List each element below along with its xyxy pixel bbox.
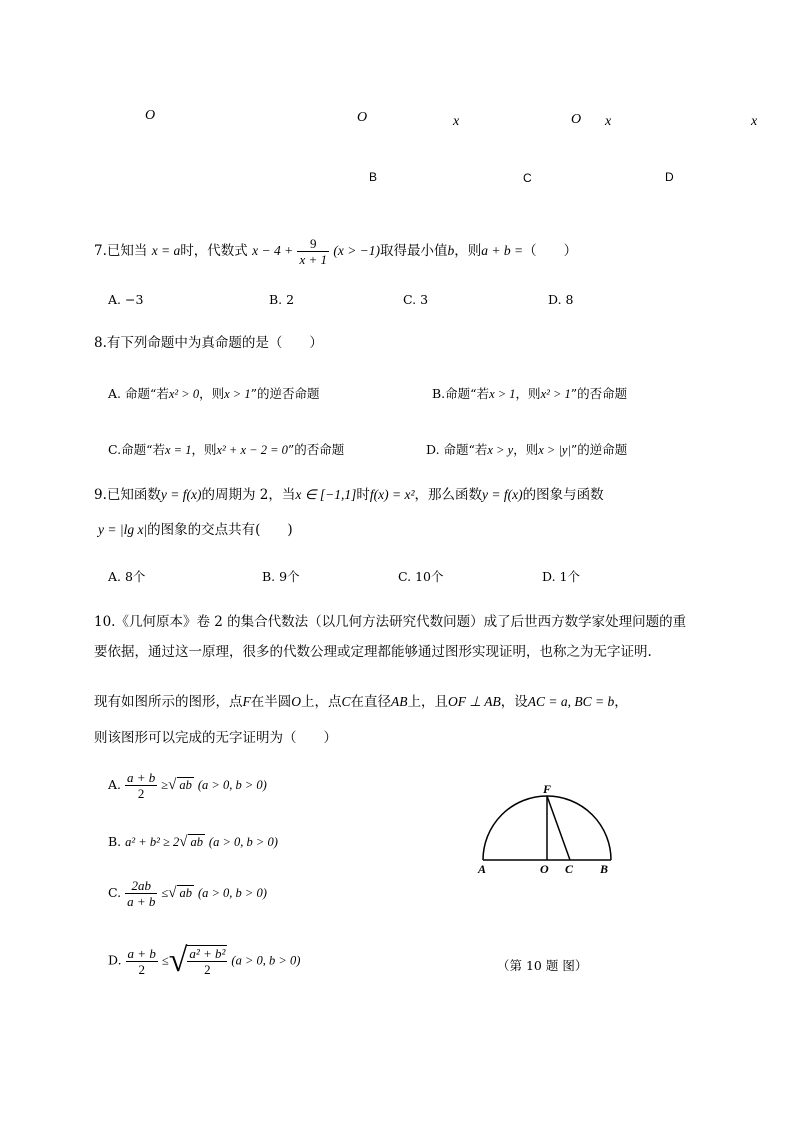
math-relation: ≤ bbox=[161, 953, 169, 968]
text: 的图象与函数 bbox=[522, 487, 604, 503]
text: 时 bbox=[356, 487, 370, 503]
graph-c-x-label: x bbox=[605, 114, 612, 129]
q9-option-b: B. 9个 bbox=[262, 569, 300, 584]
math-relation: ≤ bbox=[161, 886, 169, 900]
q7-option-a: A. −3 bbox=[108, 292, 144, 307]
math: x > 1 bbox=[489, 387, 516, 401]
radical-sign-icon: √ bbox=[168, 942, 188, 979]
fraction bbox=[297, 236, 329, 267]
q10-option-b bbox=[108, 834, 278, 851]
fraction-numerator: a + b bbox=[127, 945, 156, 961]
graph-b-origin-label: O bbox=[357, 110, 368, 125]
q9-option-c: C. 10个 bbox=[398, 569, 444, 584]
text: 上，点 bbox=[301, 694, 342, 710]
figure-caption: （第 10 题 图） bbox=[497, 958, 588, 973]
q10-option-c bbox=[108, 878, 267, 909]
text: ，设 bbox=[500, 694, 528, 710]
q8-option-d bbox=[426, 440, 627, 458]
math: OF ⊥ AB bbox=[448, 694, 501, 709]
question-10-stem-line3 bbox=[94, 692, 628, 712]
question-10-stem-line4: 则该图形可以完成的无字证明为（ ） bbox=[94, 730, 337, 746]
q9-option-d: D. 1个 bbox=[542, 569, 580, 584]
fraction-denominator: x + 1 bbox=[299, 252, 328, 267]
answer-paren: （ ） bbox=[523, 243, 578, 259]
text: A. 命题“若 bbox=[108, 386, 169, 401]
option-label: D. bbox=[108, 952, 122, 968]
math: x² + x − 2 = 0 bbox=[216, 443, 288, 457]
q9-option-a: A. 8个 bbox=[108, 569, 146, 584]
question-10-stem-line1: 10.《几何原本》卷 2 的集合代数法（以几何方法研究代数问题）成了后世西方数学家处理问题的重 bbox=[94, 614, 687, 630]
text: 已知当 bbox=[106, 243, 148, 259]
fraction-denominator: 2 bbox=[137, 786, 145, 801]
text: ，则 bbox=[513, 442, 539, 457]
radical-sign-icon: √ bbox=[168, 777, 177, 793]
option-label: A. bbox=[108, 777, 122, 792]
math: x ∈ [−1,1] bbox=[295, 487, 357, 502]
semicircle-figure bbox=[470, 780, 630, 880]
label-f: F bbox=[543, 782, 552, 796]
graph-d-x-label: x bbox=[751, 114, 758, 129]
fraction bbox=[126, 946, 158, 977]
fraction-denominator: a + b bbox=[127, 894, 156, 909]
radicand: ab bbox=[179, 886, 192, 900]
text: 9.已知函数 bbox=[94, 487, 161, 503]
math: f(x) = x² bbox=[369, 487, 415, 502]
radical-sign-icon: √ bbox=[179, 834, 188, 850]
math-condition: (a > 0, b > 0) bbox=[197, 886, 267, 900]
math-condition: (a > 0, b > 0) bbox=[231, 953, 301, 968]
label-b: B bbox=[600, 862, 609, 876]
text: 的周期为 2，当 bbox=[201, 487, 296, 503]
q8-option-c bbox=[108, 440, 344, 458]
radical-sign-icon: √ bbox=[168, 885, 177, 901]
fraction-numerator: 2ab bbox=[125, 878, 157, 894]
graph-d-caption: D bbox=[665, 170, 674, 184]
segment-fc bbox=[547, 796, 570, 860]
radicand: ab bbox=[190, 835, 203, 849]
text: 在半圆 bbox=[250, 694, 292, 710]
question-10-stem-line2: 要依据，通过这一原理，很多的代数公理或定理都能够通过图形实现证明，也称之为无字证明. bbox=[94, 644, 652, 660]
graph-a-origin-label: O bbox=[145, 108, 156, 123]
math-condition: (a > 0, b > 0) bbox=[208, 835, 278, 849]
option-label: C. bbox=[108, 885, 122, 900]
text: 现有如图所示的图形，点 bbox=[94, 694, 243, 710]
math: x > 1 bbox=[224, 387, 251, 401]
math: x = 1 bbox=[164, 443, 192, 457]
math: y = f(x) bbox=[482, 487, 523, 502]
text: ”的逆否命题 bbox=[250, 386, 320, 401]
option-label: B. bbox=[108, 834, 122, 849]
question-7-stem bbox=[94, 236, 577, 267]
text: ”的否命题 bbox=[287, 442, 345, 457]
question-9-stem-line2 bbox=[98, 520, 293, 540]
math-condition: (a > 0, b > 0) bbox=[197, 778, 267, 792]
text: 时，代数式 bbox=[180, 243, 248, 259]
math: AB bbox=[391, 694, 408, 709]
math: F bbox=[242, 694, 251, 709]
q8-option-b bbox=[432, 384, 627, 402]
math: O bbox=[291, 694, 301, 709]
label-a: A bbox=[478, 862, 487, 876]
text: ，则 bbox=[199, 386, 225, 401]
text: 的图象的交点共有( ) bbox=[147, 522, 293, 538]
fraction-numerator: a² + b² bbox=[189, 946, 226, 961]
fraction-denominator: 2 bbox=[204, 962, 211, 977]
q7-option-d: D. 8 bbox=[548, 292, 574, 307]
fraction bbox=[125, 770, 157, 801]
text: ，则 bbox=[454, 243, 482, 259]
q8-option-a bbox=[108, 384, 320, 402]
q10-option-d bbox=[108, 942, 300, 980]
graph-b-caption: B bbox=[369, 170, 378, 184]
math-condition: x = a bbox=[151, 243, 181, 258]
text: 取得最小值 bbox=[380, 243, 448, 259]
question-8-stem: 8.有下列命题中为真命题的是（ ） bbox=[94, 335, 323, 351]
q10-option-a bbox=[108, 770, 267, 801]
fraction-numerator: 9 bbox=[297, 236, 329, 252]
math: AC = a, BC = b bbox=[527, 694, 615, 709]
label-o: O bbox=[540, 862, 549, 876]
math: x² > 0 bbox=[168, 387, 200, 401]
text: D. 命题“若 bbox=[426, 442, 488, 457]
label-c: C bbox=[565, 862, 574, 876]
text: C.命题“若 bbox=[108, 442, 165, 457]
text: ，那么函数 bbox=[414, 487, 483, 503]
radicand: ab bbox=[179, 778, 192, 792]
math-expr: x − 4 + bbox=[252, 243, 294, 258]
fraction-numerator: a + b bbox=[127, 770, 156, 785]
math-expr: a² + b² ≥ 2 bbox=[125, 835, 180, 849]
q7-option-b: B. 2 bbox=[269, 292, 295, 307]
text: ”的逆命题 bbox=[570, 442, 628, 457]
fraction-denominator: 2 bbox=[138, 961, 145, 977]
text: ，则 bbox=[191, 442, 217, 457]
graph-b-x-label: x bbox=[453, 114, 460, 129]
graph-c-caption: C bbox=[523, 171, 532, 185]
text: 上，且 bbox=[407, 694, 449, 710]
q7-option-c: C. 3 bbox=[403, 292, 429, 307]
graph-c-origin-label: O bbox=[571, 112, 582, 127]
question-number: 7. bbox=[94, 243, 107, 259]
text: ”的否命题 bbox=[570, 386, 628, 401]
radical-fraction bbox=[187, 945, 227, 977]
math-b: b bbox=[447, 243, 455, 258]
math: y = |lg x| bbox=[98, 522, 148, 537]
math: x > |y| bbox=[538, 443, 571, 457]
text: ，则 bbox=[515, 386, 541, 401]
math-ask: a + b = bbox=[481, 243, 524, 258]
fraction bbox=[125, 878, 157, 909]
math-relation: ≥ bbox=[161, 778, 169, 792]
text: ， bbox=[614, 694, 628, 710]
math: y = f(x) bbox=[160, 487, 202, 502]
math: C bbox=[341, 694, 351, 709]
text: B.命题“若 bbox=[432, 386, 490, 401]
text: 在直径 bbox=[350, 694, 392, 710]
math-domain: (x > −1) bbox=[333, 243, 381, 258]
question-9-stem-line1 bbox=[94, 485, 604, 505]
math: x² > 1 bbox=[540, 387, 571, 401]
math: x > y bbox=[487, 443, 514, 457]
